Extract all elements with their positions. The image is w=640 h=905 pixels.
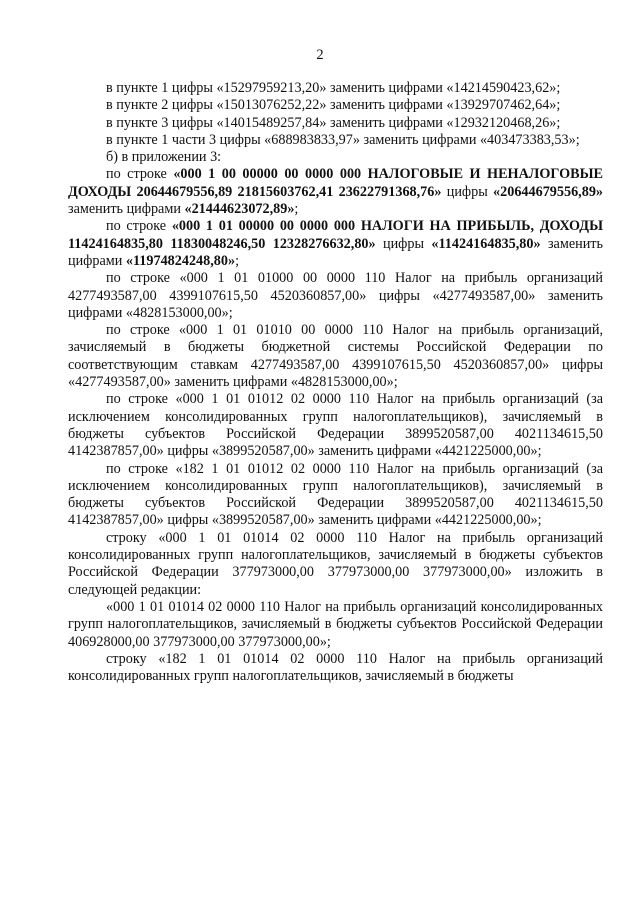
text-segment: заменить цифрами [68, 235, 603, 269]
paragraph [68, 218, 603, 270]
text-segment: цифры [441, 183, 494, 200]
bold-text: «11424164835,80» [431, 235, 541, 252]
bold-text: «000 1 00 00000 00 0000 000 НАЛОГОВЫЕ И НЕНАЛОГОВЫЕ ДОХОДЫ 20644679556,89 21815603762,41 23622791368,76» [68, 166, 603, 200]
text-segment: б) в приложении 3: [106, 149, 222, 166]
paragraph [68, 530, 603, 599]
paragraph [68, 166, 603, 218]
bold-text: «11974824248,80» [125, 252, 236, 269]
paragraph [68, 461, 603, 530]
text-segment: цифры [375, 235, 432, 252]
text-segment: по строке «000 1 01 01012 02 0000 110 Налог на прибыль организаций (за исключением консолидированных групп налогоплательщиков), зачисляемый в бюджеты субъектов Российской Федерации 3899520587,00 4021134615,50 4142387857,00» цифры «3899520587,00» заменить цифрами «4421225000,00»; [68, 391, 603, 460]
text-segment: по строке [106, 218, 172, 235]
text-segment: строку «182 1 01 01014 02 0000 110 Налог на прибыль организаций консолидированных групп налогоплательщиков, зачисляемый в бюджеты [68, 650, 603, 685]
text-segment: в пункте 1 части 3 цифры «688983833,97» заменить цифрами «403473383,53»; [106, 131, 580, 148]
text-segment: в пункте 3 цифры «14015489257,84» заменить цифрами «12932120468,26»; [106, 114, 561, 131]
text-segment: заменить цифрами [68, 201, 185, 218]
paragraph [68, 651, 603, 686]
paragraph [68, 322, 603, 391]
paragraph [68, 97, 603, 114]
paragraph [68, 80, 603, 97]
paragraph [68, 391, 603, 460]
bold-text: «20644679556,89» [493, 183, 603, 200]
bold-text: «21444623072,89» [184, 201, 295, 218]
paragraph [68, 599, 603, 651]
text-segment: «000 1 01 01014 02 0000 110 Налог на прибыль организаций консолидированных групп налогоплательщиков, зачисляемый в бюджеты субъектов Российской Федерации 406928000,00 377973000,00 377973000,00»; [68, 598, 603, 650]
text-segment: ; [235, 252, 240, 269]
text-segment: строку «000 1 01 01014 02 0000 110 Налог на прибыль организаций консолидированных групп налогоплательщиков, зачисляемый в бюджеты субъектов Российской Федерации 377973000,00 377973000,00 377973000,00» изложить в следующей редакции: [68, 529, 603, 598]
paragraph [68, 115, 603, 132]
page-number: 2 [316, 47, 324, 63]
text-segment: по строке [106, 166, 174, 183]
paragraph [68, 270, 603, 322]
bold-text: «000 1 01 00000 00 0000 000 НАЛОГИ НА ПРИБЫЛЬ, ДОХОДЫ 11424164835,80 11830048246,50 12328276632,80» [68, 218, 603, 252]
text-segment: по строке «182 1 01 01012 02 0000 110 Налог на прибыль организаций (за исключением консолидированных групп налогоплательщиков), зачисляемый в бюджеты субъектов Российской Федерации 3899520587,00 4021134615,50 4142387857,00» цифры «3899520587,00» заменить цифрами «4421225000,00»; [68, 460, 603, 529]
document-body [68, 80, 603, 685]
text-segment: в пункте 2 цифры «15013076252,22» заменить цифрами «13929707462,64»; [106, 97, 561, 114]
text-segment: ; [294, 201, 299, 218]
text-segment: по строке «000 1 01 01010 00 0000 110 Налог на прибыль организаций, зачисляемый в бюджеты бюджетной системы Российской Федерации по соответствующим ставкам 4277493587,00 4399107615,50 4520360857,00» цифры «4277493587,00» заменить цифрами «4828153000,00»; [68, 322, 603, 391]
text-segment: по строке «000 1 01 01000 00 0000 110 Налог на прибыль организаций 4277493587,00 4399107615,50 4520360857,00» цифры «4277493587,00» заменить цифрами «4828153000,00»; [68, 270, 603, 321]
paragraph [68, 132, 603, 149]
paragraph [68, 149, 603, 166]
text-segment: в пункте 1 цифры «15297959213,20» заменить цифрами «14214590423,62»; [106, 80, 561, 96]
